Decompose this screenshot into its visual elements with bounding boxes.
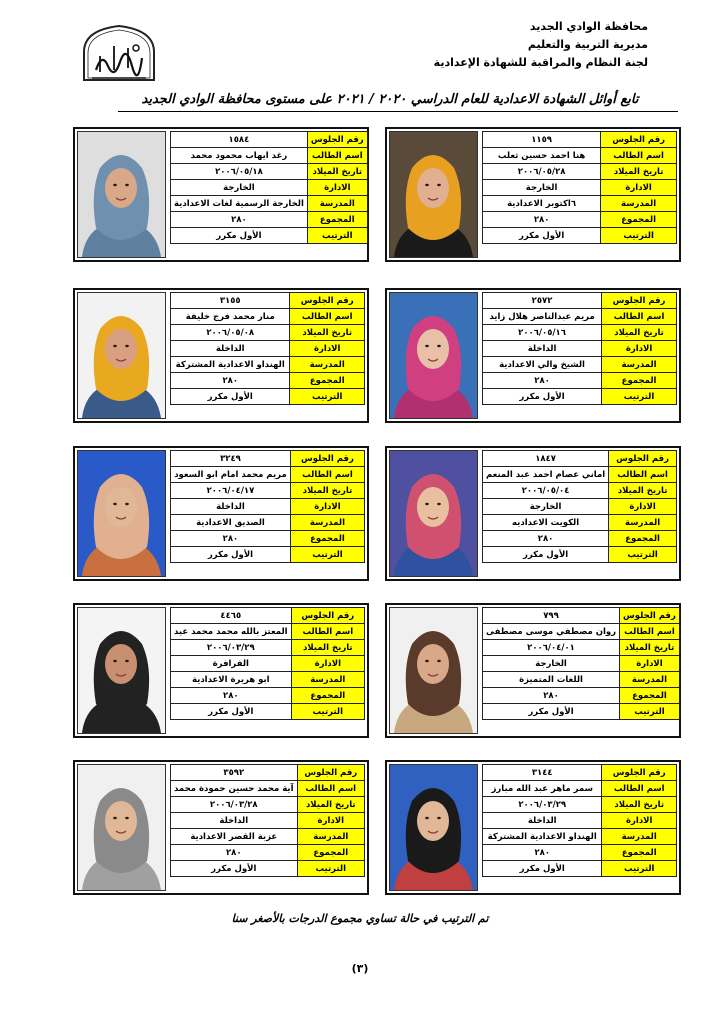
student-photo: [389, 607, 478, 734]
value-rank: الأول مكرر: [171, 547, 291, 563]
row-school: [171, 515, 365, 531]
label-rank: الترتيب: [297, 861, 364, 877]
label-admin: الادارة: [601, 180, 677, 196]
label-admin: الادارة: [291, 656, 364, 672]
label-dob: تاريخ الميلاد: [297, 797, 364, 813]
student-photo: [389, 450, 478, 577]
row-admin: [483, 499, 677, 515]
row-rank: [483, 704, 680, 720]
row-rank: [171, 704, 365, 720]
value-admin: الخارجة: [483, 499, 609, 515]
row-name: [171, 148, 368, 164]
value-seat: ٣٢٤٩: [171, 451, 291, 467]
page-number: (٣): [351, 962, 369, 975]
governorate-line: محافظة الوادي الجديد: [529, 20, 648, 33]
row-name: [171, 467, 365, 483]
student-card: [385, 127, 681, 262]
row-total: [171, 688, 365, 704]
label-admin: الادارة: [620, 656, 680, 672]
value-total: ٢٨٠: [171, 845, 298, 861]
value-name: اماني عصام احمد عبد المنعم: [483, 467, 609, 483]
student-info-table: [170, 764, 365, 877]
row-dob: [171, 797, 365, 813]
label-seat: رقم الجلوس: [620, 608, 680, 624]
student-photo: [389, 764, 478, 891]
student-portrait-icon: [78, 293, 165, 418]
value-dob: ٢٠٠٦/٠٥/٠٤: [483, 483, 609, 499]
label-dob: تاريخ الميلاد: [290, 483, 364, 499]
row-dob: [171, 325, 365, 341]
row-rank: [171, 389, 365, 405]
label-school: المدرسة: [297, 829, 364, 845]
row-admin: [483, 813, 677, 829]
calligraphy-logo-icon: [78, 22, 160, 84]
value-total: ٢٨٠: [171, 373, 290, 389]
row-total: [171, 845, 365, 861]
label-total: المجموع: [620, 688, 680, 704]
value-total: ٢٨٠: [483, 688, 620, 704]
value-admin: الداخلة: [483, 341, 602, 357]
value-seat: ١٥٨٤: [171, 132, 308, 148]
row-admin: [171, 813, 365, 829]
value-total: ٢٨٠: [483, 531, 609, 547]
row-name: [483, 624, 680, 640]
row-admin: [171, 180, 368, 196]
row-seat: [483, 765, 677, 781]
student-card: [385, 446, 681, 581]
value-school: ابو هريرة الاعدادية: [171, 672, 292, 688]
value-school: الكويت الاعداديه: [483, 515, 609, 531]
label-dob: تاريخ الميلاد: [307, 164, 367, 180]
value-rank: الأول مكرر: [483, 547, 609, 563]
student-card: [385, 760, 681, 895]
row-name: [483, 467, 677, 483]
label-admin: الادارة: [602, 813, 677, 829]
label-rank: الترتيب: [290, 547, 364, 563]
label-name: اسم الطالب: [609, 467, 677, 483]
row-name: [483, 309, 677, 325]
student-photo: [77, 131, 166, 258]
value-admin: الخارجة: [483, 180, 601, 196]
label-name: اسم الطالب: [291, 624, 364, 640]
student-info-table: [482, 764, 677, 877]
student-photo: [77, 764, 166, 891]
value-rank: الأول مكرر: [171, 861, 298, 877]
row-dob: [483, 325, 677, 341]
row-total: [171, 373, 365, 389]
value-total: ٢٨٠: [171, 688, 292, 704]
row-total: [483, 688, 680, 704]
label-dob: تاريخ الميلاد: [291, 640, 364, 656]
row-school: [483, 672, 680, 688]
label-name: اسم الطالب: [297, 781, 364, 797]
value-school: الخارجة الرسمية لغات الاعدادية: [171, 196, 308, 212]
row-seat: [171, 765, 365, 781]
value-name: روان مصطفي موسى مصطفى: [483, 624, 620, 640]
row-admin: [483, 656, 680, 672]
student-info-table: [170, 292, 365, 405]
label-admin: الادارة: [290, 499, 364, 515]
label-seat: رقم الجلوس: [290, 451, 364, 467]
value-rank: الأول مكرر: [483, 389, 602, 405]
row-admin: [171, 656, 365, 672]
label-total: المجموع: [609, 531, 677, 547]
label-name: اسم الطالب: [290, 309, 365, 325]
row-seat: [483, 293, 677, 309]
label-admin: الادارة: [290, 341, 365, 357]
value-seat: ٧٩٩: [483, 608, 620, 624]
value-admin: الداخلة: [171, 813, 298, 829]
student-card: [73, 446, 369, 581]
label-total: المجموع: [602, 373, 677, 389]
label-rank: الترتيب: [602, 389, 677, 405]
row-total: [483, 373, 677, 389]
label-rank: الترتيب: [602, 861, 677, 877]
student-card: [73, 760, 369, 895]
value-school: الشيخ والي الاعدادية: [483, 357, 602, 373]
value-admin: الداخلة: [171, 499, 291, 515]
row-rank: [483, 547, 677, 563]
student-card: [385, 288, 681, 423]
row-name: [483, 781, 677, 797]
row-school: [483, 829, 677, 845]
label-school: المدرسة: [290, 515, 364, 531]
label-school: المدرسة: [620, 672, 680, 688]
value-admin: الخارجة: [483, 656, 620, 672]
student-info-table: [170, 450, 365, 563]
label-name: اسم الطالب: [602, 309, 677, 325]
label-seat: رقم الجلوس: [291, 608, 364, 624]
row-dob: [171, 640, 365, 656]
student-card: [73, 288, 369, 423]
row-rank: [483, 389, 677, 405]
label-seat: رقم الجلوس: [307, 132, 367, 148]
value-school: اللغات المتميزة: [483, 672, 620, 688]
row-total: [171, 212, 368, 228]
value-dob: ٢٠٠٦/٠٥/١٦: [483, 325, 602, 341]
student-portrait-icon: [78, 132, 165, 257]
value-dob: ٢٠٠٦/٠٥/٢٨: [483, 164, 601, 180]
row-school: [171, 829, 365, 845]
label-rank: الترتيب: [620, 704, 680, 720]
row-rank: [483, 228, 677, 244]
value-dob: ٢٠٠٦/٠٤/١٧: [171, 483, 291, 499]
value-school: عزبة القصر الاعدادية: [171, 829, 298, 845]
value-rank: الأول مكرر: [483, 228, 601, 244]
value-name: المعتز بالله محمد محمد عيد: [171, 624, 292, 640]
value-name: منار محمد فرج خليفة: [171, 309, 290, 325]
value-rank: الأول مكرر: [171, 389, 290, 405]
row-total: [483, 212, 677, 228]
value-total: ٢٨٠: [171, 531, 291, 547]
value-admin: الفرافرة: [171, 656, 292, 672]
value-school: ٦اكتوبر الاعدادية: [483, 196, 601, 212]
value-rank: الأول مكرر: [483, 704, 620, 720]
label-name: اسم الطالب: [307, 148, 367, 164]
label-total: المجموع: [601, 212, 677, 228]
row-rank: [171, 547, 365, 563]
label-seat: رقم الجلوس: [601, 132, 677, 148]
value-admin: الداخلة: [171, 341, 290, 357]
row-seat: [483, 132, 677, 148]
student-photo: [77, 292, 166, 419]
label-dob: تاريخ الميلاد: [620, 640, 680, 656]
label-rank: الترتيب: [601, 228, 677, 244]
row-school: [171, 357, 365, 373]
label-school: المدرسة: [602, 357, 677, 373]
row-dob: [171, 164, 368, 180]
student-info-table: [482, 131, 677, 244]
value-seat: ٤٤٦٥: [171, 608, 292, 624]
label-seat: رقم الجلوس: [602, 293, 677, 309]
row-total: [483, 845, 677, 861]
row-name: [171, 624, 365, 640]
row-school: [483, 196, 677, 212]
value-school: الهنداو الاعدادية المشتركة: [171, 357, 290, 373]
row-admin: [483, 180, 677, 196]
value-rank: الأول مكرر: [483, 861, 602, 877]
label-rank: الترتيب: [307, 228, 367, 244]
row-name: [171, 309, 365, 325]
label-total: المجموع: [602, 845, 677, 861]
committee-line: لجنة النظام والمراقبة للشهادة الإعدادية: [433, 56, 648, 69]
header-block: [348, 18, 648, 72]
label-admin: الادارة: [602, 341, 677, 357]
value-name: رغد ايهاب محمود محمد: [171, 148, 308, 164]
row-seat: [483, 451, 677, 467]
label-name: اسم الطالب: [601, 148, 677, 164]
label-dob: تاريخ الميلاد: [602, 797, 677, 813]
row-seat: [171, 608, 365, 624]
value-total: ٢٨٠: [483, 373, 602, 389]
title-underline: [118, 111, 678, 112]
student-portrait-icon: [390, 132, 477, 257]
value-name: مريم عبدالناصر هلال زايد: [483, 309, 602, 325]
row-dob: [483, 483, 677, 499]
label-total: المجموع: [291, 688, 364, 704]
value-seat: ٣١٤٤: [483, 765, 602, 781]
row-dob: [483, 797, 677, 813]
student-photo: [77, 450, 166, 577]
row-name: [483, 148, 677, 164]
student-portrait-icon: [78, 451, 165, 576]
row-total: [483, 531, 677, 547]
label-admin: الادارة: [307, 180, 367, 196]
label-name: اسم الطالب: [290, 467, 364, 483]
student-portrait-icon: [78, 765, 165, 890]
label-seat: رقم الجلوس: [602, 765, 677, 781]
row-seat: [171, 132, 368, 148]
value-rank: الأول مكرر: [171, 228, 308, 244]
page-title: تابع أوائل الشهادة الاعدادية للعام الدراسي ٢٠٢٠ / ٢٠٢١ على مستوى محافظة الوادي الجديد: [141, 92, 639, 107]
value-name: مريم محمد امام ابو السعود: [171, 467, 291, 483]
value-seat: ٣٥٩٢: [171, 765, 298, 781]
ranking-note: تم الترتيب في حالة تساوي مجموع الدرجات بالأصغر سنا: [231, 912, 489, 925]
label-seat: رقم الجلوس: [290, 293, 365, 309]
label-school: المدرسة: [601, 196, 677, 212]
value-seat: ٢٥٧٢: [483, 293, 602, 309]
row-school: [171, 196, 368, 212]
value-name: آية محمد حسين حمودة محمد: [171, 781, 298, 797]
label-school: المدرسة: [602, 829, 677, 845]
label-dob: تاريخ الميلاد: [601, 164, 677, 180]
value-seat: ١٨٤٧: [483, 451, 609, 467]
value-dob: ٢٠٠٦/٠٣/٢٨: [171, 797, 298, 813]
row-admin: [171, 341, 365, 357]
row-seat: [171, 293, 365, 309]
label-school: المدرسة: [291, 672, 364, 688]
value-dob: ٢٠٠٦/٠٤/٠١: [483, 640, 620, 656]
row-admin: [483, 341, 677, 357]
label-seat: رقم الجلوس: [609, 451, 677, 467]
value-total: ٢٨٠: [171, 212, 308, 228]
student-info-table: [482, 450, 677, 563]
student-photo: [77, 607, 166, 734]
student-photo: [389, 131, 478, 258]
value-name: هنا احمد حسين ثعلب: [483, 148, 601, 164]
value-name: سمر ماهر عبد الله مبارز: [483, 781, 602, 797]
label-name: اسم الطالب: [620, 624, 680, 640]
value-total: ٢٨٠: [483, 845, 602, 861]
row-dob: [483, 640, 680, 656]
row-admin: [171, 499, 365, 515]
label-rank: الترتيب: [291, 704, 364, 720]
student-photo: [389, 292, 478, 419]
label-school: المدرسة: [307, 196, 367, 212]
student-card: [73, 603, 369, 738]
value-school: الصديق الاعدادية: [171, 515, 291, 531]
row-seat: [483, 608, 680, 624]
student-info-table: [482, 292, 677, 405]
directorate-line: مديرية التربية والتعليم: [527, 38, 648, 51]
label-total: المجموع: [297, 845, 364, 861]
student-info-table: [482, 607, 680, 720]
row-rank: [171, 861, 365, 877]
row-school: [171, 672, 365, 688]
value-dob: ٢٠٠٦/٠٥/١٨: [171, 164, 308, 180]
row-name: [171, 781, 365, 797]
label-admin: الادارة: [609, 499, 677, 515]
student-portrait-icon: [390, 293, 477, 418]
row-seat: [171, 451, 365, 467]
student-portrait-icon: [390, 451, 477, 576]
label-school: المدرسة: [290, 357, 365, 373]
label-total: المجموع: [290, 531, 364, 547]
value-dob: ٢٠٠٦/٠٣/٢٩: [483, 797, 602, 813]
label-rank: الترتيب: [609, 547, 677, 563]
row-school: [483, 357, 677, 373]
row-dob: [483, 164, 677, 180]
value-total: ٢٨٠: [483, 212, 601, 228]
student-info-table: [170, 607, 365, 720]
student-card: [73, 127, 369, 262]
label-rank: الترتيب: [290, 389, 365, 405]
student-info-table: [170, 131, 368, 244]
label-dob: تاريخ الميلاد: [290, 325, 365, 341]
label-dob: تاريخ الميلاد: [602, 325, 677, 341]
student-portrait-icon: [390, 765, 477, 890]
student-portrait-icon: [78, 608, 165, 733]
value-seat: ٣١٥٥: [171, 293, 290, 309]
label-total: المجموع: [307, 212, 367, 228]
value-school: الهنداو الاعدادية المشتركة: [483, 829, 602, 845]
label-seat: رقم الجلوس: [297, 765, 364, 781]
label-total: المجموع: [290, 373, 365, 389]
value-seat: ١١٥٩: [483, 132, 601, 148]
row-rank: [483, 861, 677, 877]
label-admin: الادارة: [297, 813, 364, 829]
student-portrait-icon: [390, 608, 477, 733]
row-total: [171, 531, 365, 547]
label-school: المدرسة: [609, 515, 677, 531]
value-admin: الداخلة: [483, 813, 602, 829]
label-dob: تاريخ الميلاد: [609, 483, 677, 499]
student-card: [385, 603, 681, 738]
value-dob: ٢٠٠٦/٠٣/٢٩: [171, 640, 292, 656]
row-dob: [171, 483, 365, 499]
row-rank: [171, 228, 368, 244]
value-admin: الخارجة: [171, 180, 308, 196]
row-school: [483, 515, 677, 531]
value-dob: ٢٠٠٦/٠٥/٠٨: [171, 325, 290, 341]
label-name: اسم الطالب: [602, 781, 677, 797]
value-rank: الأول مكرر: [171, 704, 292, 720]
